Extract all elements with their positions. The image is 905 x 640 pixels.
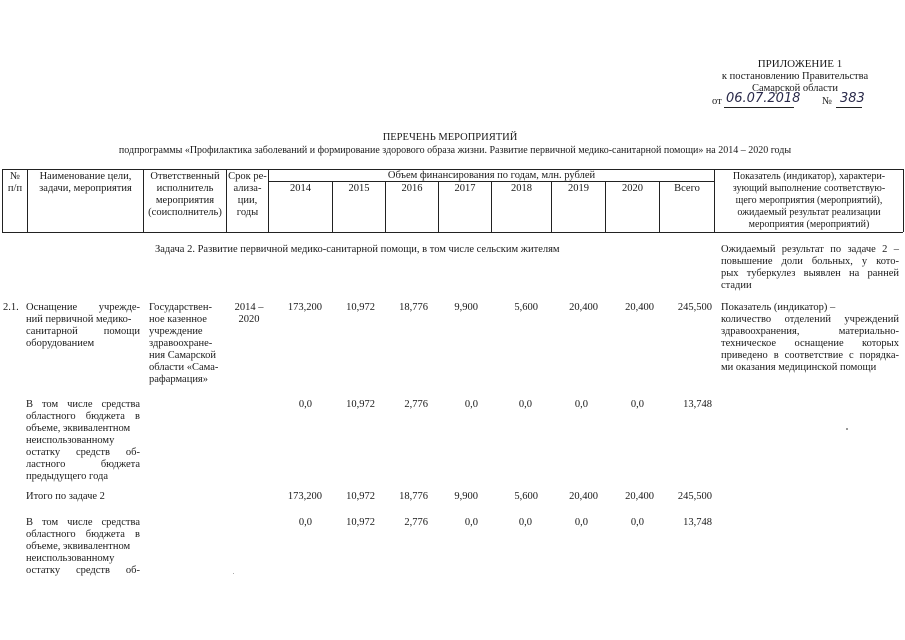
header-year-2018: 2018 xyxy=(511,183,532,194)
row-2-1-value-2020: 20,400 xyxy=(625,302,654,313)
header-executor xyxy=(144,171,226,219)
header-term xyxy=(227,171,268,219)
row-total-value-2019: 20,400 xyxy=(569,491,598,502)
row-budget-1-name-line: В том числе средства xyxy=(26,399,140,410)
row-2-1-term xyxy=(229,302,269,326)
row-budget-2-value-2016: 2,776 xyxy=(404,517,428,528)
handwritten-date: 06.07.2018 xyxy=(726,91,801,106)
row-2-1-executor-line: учреждение xyxy=(149,326,203,337)
row-2-1-value-total: 245,500 xyxy=(677,302,712,313)
task2-expected-line: повышение доли больных, у кото- xyxy=(721,256,899,267)
row-2-1-num: 2.1. xyxy=(3,302,19,313)
row-budget-2-name xyxy=(26,517,140,577)
row-budget-1-value-total: 13,748 xyxy=(683,399,712,410)
header-year-2019: 2019 xyxy=(568,183,589,194)
appendix-line2: Самарской области xyxy=(752,83,838,94)
row-2-1-indicator-line: количество отделений учреждений xyxy=(721,314,899,325)
row-2-1-indicator-line: приведено в соответствие с порядка- xyxy=(721,350,899,361)
row-budget-2-value-2014: 0,0 xyxy=(298,517,312,528)
header-funding: Объем финансирования по годам, млн. рублей xyxy=(387,170,596,181)
header-total: Всего xyxy=(674,183,700,194)
row-2-1-executor xyxy=(149,302,227,386)
row-total-value-2014: 173,200 xyxy=(287,491,322,502)
task2-expected-line: Ожидаемый результат по задаче 2 – xyxy=(721,244,899,255)
row-2-1-executor-line: области «Сама- xyxy=(149,362,219,373)
row-2-1-executor-line: Государствен- xyxy=(149,302,212,313)
handwritten-number: 383 xyxy=(840,91,865,106)
row-budget-2-name-line: остатку средств об- xyxy=(26,565,140,576)
row-budget-1-value-2015: 10,972 xyxy=(346,399,375,410)
row-budget-2-value-2017: 0,0 xyxy=(464,517,478,528)
row-budget-2-value-2018: 0,0 xyxy=(518,517,532,528)
header-executor-line: исполнитель xyxy=(156,183,214,194)
scan-speck xyxy=(233,573,234,574)
row-budget-1-name xyxy=(26,399,140,483)
row-budget-1-name-line: объеме, эквивалентном xyxy=(26,423,131,434)
header-term-line: ции, xyxy=(237,195,258,206)
header-indicator-line: ожидаемый результат реализации xyxy=(737,207,881,218)
row-budget-2-value-total: 13,748 xyxy=(683,517,712,528)
scan-speck xyxy=(846,428,848,430)
header-year-2016: 2016 xyxy=(401,183,423,194)
task2-expected-line: стадии xyxy=(721,280,752,291)
header-executor-line: (соисполнитель) xyxy=(148,207,222,218)
row-budget-1-value-2014: 0,0 xyxy=(298,399,312,410)
row-2-1-name-line: ний первичной медико- xyxy=(26,314,132,325)
row-budget-2-name-line: неиспользованному xyxy=(26,553,115,564)
row-2-1-value-2019: 20,400 xyxy=(569,302,598,313)
row-2-1-value-2015: 10,972 xyxy=(346,302,375,313)
row-total-value-total: 245,500 xyxy=(677,491,712,502)
row-2-1-name-line: оборудованием xyxy=(26,338,95,349)
row-budget-2-name-line: объеме, эквивалентном xyxy=(26,541,131,552)
row-budget-1-name-line: предыдущего года xyxy=(26,471,109,482)
row-2-1-executor-line: ное казенное xyxy=(149,314,207,325)
document-subtitle: подпрограммы «Профилактика заболеваний и формирование здорового образа жизни. Развитие первичной медико-санитарной помощи» на 2014 – 2020 годы xyxy=(118,145,792,156)
row-budget-1-name-line: областного бюджета в xyxy=(26,411,140,422)
row-2-1-value-2018: 5,600 xyxy=(514,302,538,313)
row-budget-1-name-line: ластного бюджета xyxy=(26,459,140,470)
header-year-2020: 2020 xyxy=(622,183,643,194)
row-2-1-term-line: 2020 xyxy=(238,314,260,325)
task2-expected-line: рых туберкулез выявлен на ранней xyxy=(721,268,899,279)
header-year-2015: 2015 xyxy=(348,183,370,194)
row-2-1-executor-line: здравоохране- xyxy=(149,338,213,349)
row-budget-1-value-2018: 0,0 xyxy=(518,399,532,410)
row-total-value-2017: 9,900 xyxy=(454,491,478,502)
row-2-1-name-line: санитарной помощи xyxy=(26,326,140,337)
header-indicator-line: щего мероприятия (мероприятий), xyxy=(735,195,883,206)
header-year-2014: 2014 xyxy=(290,183,311,194)
row-2-1-name xyxy=(26,302,140,350)
header-year-2017: 2017 xyxy=(454,183,476,194)
row-2-1-indicator xyxy=(721,302,899,374)
header-term-line: ализа- xyxy=(233,183,262,194)
row-2-1-executor-line: рафармация» xyxy=(149,374,209,385)
header-num-line: п/п xyxy=(7,183,23,194)
row-2-1-name-line: Оснащение учрежде- xyxy=(26,302,140,313)
row-total-value-2015: 10,972 xyxy=(346,491,375,502)
row-2-1-executor-line: ния Самарской xyxy=(149,350,216,361)
row-2-1-term-line: 2014 – xyxy=(234,302,264,313)
row-total-task2-name: Итого по задаче 2 xyxy=(26,491,105,502)
row-budget-2-value-2019: 0,0 xyxy=(574,517,588,528)
row-budget-2-name-line: областного бюджета в xyxy=(26,529,140,540)
appendix-line1: к постановлению Правительства xyxy=(721,71,869,82)
header-name-line: задачи, мероприятия xyxy=(39,183,132,194)
header-indicator-line: Показатель (индикатор), характери- xyxy=(732,171,886,182)
task2-expected xyxy=(721,244,899,292)
row-budget-1-name-line: остатку средств об- xyxy=(26,447,140,458)
row-2-1-indicator-line: техническое оснащение которых xyxy=(721,338,899,349)
row-total-value-2020: 20,400 xyxy=(625,491,654,502)
row-budget-1-value-2016: 2,776 xyxy=(404,399,428,410)
date-prefix: от xyxy=(712,96,722,107)
header-indicator xyxy=(715,171,903,231)
number-prefix: № xyxy=(822,96,833,107)
header-name xyxy=(28,171,143,195)
document-title: ПЕРЕЧЕНЬ МЕРОПРИЯТИЙ xyxy=(382,132,518,143)
row-2-1-indicator-line: здравоохранения, материально- xyxy=(721,326,899,337)
header-term-line: Срок ре- xyxy=(228,171,267,182)
header-indicator-line: зующий выполнение соответствую- xyxy=(732,183,886,194)
row-total-value-2016: 18,776 xyxy=(399,491,428,502)
header-term-line: годы xyxy=(236,207,259,218)
row-2-1-value-2014: 173,200 xyxy=(287,302,322,313)
row-budget-1-value-2019: 0,0 xyxy=(574,399,588,410)
row-2-1-value-2017: 9,900 xyxy=(454,302,478,313)
row-budget-2-name-line: В том числе средства xyxy=(26,517,140,528)
task2-title: Задача 2. Развитие первичной медико-санитарной помощи, в том числе сельским жителям xyxy=(155,244,560,255)
row-budget-1-value-2017: 0,0 xyxy=(464,399,478,410)
row-budget-1-value-2020: 0,0 xyxy=(630,399,644,410)
appendix-title: ПРИЛОЖЕНИЕ 1 xyxy=(757,58,843,70)
header-num-line: № xyxy=(9,171,21,182)
header-executor-line: мероприятия xyxy=(155,195,215,206)
header-indicator-line: мероприятия (мероприятий) xyxy=(748,219,870,230)
header-executor-line: Ответственный xyxy=(150,171,220,182)
row-2-1-indicator-line: ми оказания медицинской помощи xyxy=(721,362,877,373)
row-budget-2-value-2015: 10,972 xyxy=(346,517,375,528)
header-name-line: Наименование цели, xyxy=(39,171,132,182)
row-total-value-2018: 5,600 xyxy=(514,491,538,502)
row-2-1-value-2016: 18,776 xyxy=(399,302,428,313)
header-num xyxy=(3,171,27,195)
row-budget-1-name-line: неиспользованному xyxy=(26,435,115,446)
row-budget-2-value-2020: 0,0 xyxy=(630,517,644,528)
row-2-1-indicator-line: Показатель (индикатор) – xyxy=(721,302,836,313)
